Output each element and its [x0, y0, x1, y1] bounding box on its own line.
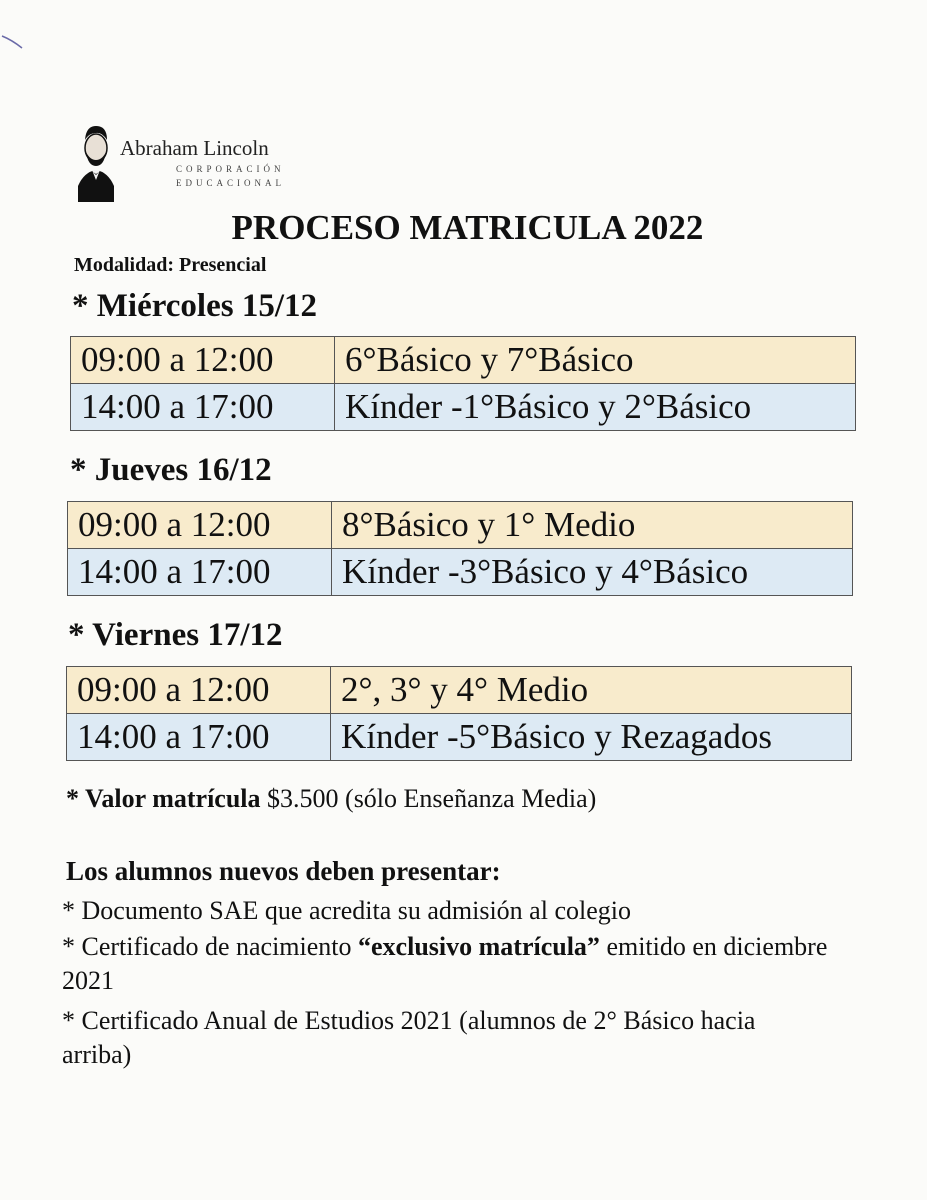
lincoln-portrait-icon — [78, 118, 114, 202]
table-row — [71, 337, 856, 384]
page-title: PROCESO MATRICULA 2022 — [231, 208, 704, 247]
group-cell: Kínder -5°Básico y Rezagados — [331, 714, 852, 761]
group-cell: 2°, 3° y 4° Medio — [331, 667, 852, 714]
time-cell: 09:00 a 12:00 — [71, 337, 335, 384]
table-row — [68, 502, 853, 549]
requirement-text: * Certificado de nacimiento — [62, 932, 359, 961]
requirement-emphasis: “exclusivo matrícula” — [358, 932, 600, 961]
schedule-table-wednesday — [70, 336, 856, 431]
group-cell: Kínder -1°Básico y 2°Básico — [335, 384, 856, 431]
group-cell: 6°Básico y 7°Básico — [335, 337, 856, 384]
time-cell: 09:00 a 12:00 — [67, 667, 331, 714]
table-row — [68, 549, 853, 596]
school-logo — [78, 118, 318, 208]
fee-amount: $3.500 (sólo Enseñanza Media) — [260, 784, 597, 813]
logo-name: Abraham Lincoln — [120, 136, 269, 160]
requirement-text: emitido en diciembre 2021 — [62, 932, 828, 995]
fee-bullet: * — [66, 784, 86, 813]
day-heading-friday: * Viernes 17/12 — [68, 617, 283, 653]
day-heading-wednesday: * Miércoles 15/12 — [72, 288, 317, 324]
time-cell: 14:00 a 17:00 — [67, 714, 331, 761]
table-row — [67, 714, 852, 761]
time-cell: 09:00 a 12:00 — [68, 502, 332, 549]
schedule-table-friday — [66, 666, 852, 761]
modality-label: Modalidad: Presencial — [74, 254, 267, 276]
table-row — [67, 667, 852, 714]
logo-subtitle-line-1: CORPORACIÓN — [176, 164, 285, 174]
enrollment-fee-line — [66, 784, 596, 814]
requirement-item — [62, 930, 852, 998]
schedule-table-thursday — [67, 501, 853, 596]
time-cell: 14:00 a 17:00 — [71, 384, 335, 431]
group-cell: Kínder -3°Básico y 4°Básico — [332, 549, 853, 596]
fee-label: Valor matrícula — [85, 784, 261, 813]
group-cell: 8°Básico y 1° Medio — [332, 502, 853, 549]
table-row — [71, 384, 856, 431]
requirements-title: Los alumnos nuevos deben presentar: — [66, 856, 501, 886]
pen-mark — [0, 30, 24, 54]
time-cell: 14:00 a 17:00 — [68, 549, 332, 596]
day-heading-thursday: * Jueves 16/12 — [70, 452, 272, 488]
requirement-item: * Documento SAE que acredita su admisión al colegio — [62, 896, 631, 925]
requirement-item: * Certificado Anual de Estudios 2021 (alumnos de 2° Básico hacia arriba) — [62, 1006, 756, 1069]
logo-subtitle-line-2: EDUCACIONAL — [176, 178, 285, 188]
